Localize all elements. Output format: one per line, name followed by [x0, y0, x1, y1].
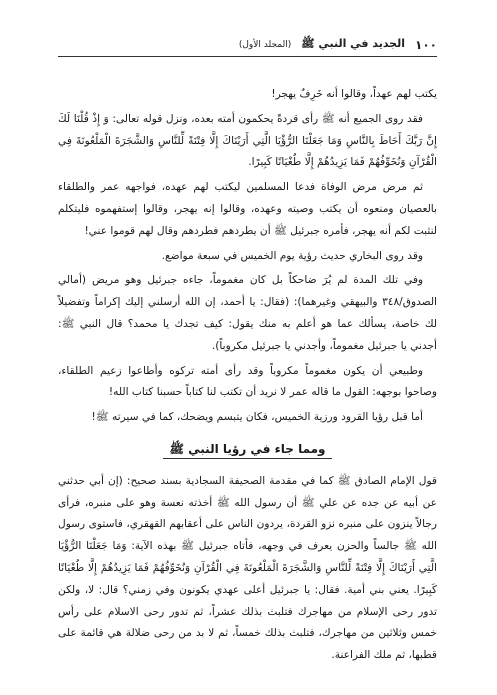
paragraph-6: وطبيعي أن يكون مغموماً مكروباً وقد رأى أمته تركوه وأطاعوا زعيم الطلقاء، وصاحوا بوجهه: القول ما قاله عمر لا نريد أن تكتب لنا كتاباً حسبنا كتاب الله!: [58, 364, 437, 399]
header-rule: [58, 56, 437, 57]
volume-label: (المجلد الأول): [238, 40, 292, 50]
section-paragraph: قول الإمام الصادق ﷺ كما في مقدمة الصحيفة السجادية بسند صحيح: (إن أبي حدثني عن أبيه عن جده عن علي ﷺ أن رسول الله ﷺ أخذته نعسة وهو على منبره، فرأى رجالاً ينزون على منبره نزو القردة، يردون الناس على أعقابهم القهقري، فاستوى رسول الله ﷺ جالساً والحزن يعرف في وجهه، فأتاه جبرئيل ﷺ بهذه الآية: وَمَا جَعَلْنَا الرُّؤْيَا الَّتِي أَرَيْنَاكَ إِلَّا فِتْنَةً لِّلنَّاسِ وَالشَّجَرَةَ الْمَلْعُونَةَ فِي الْقُرْآنِ وَنُخَوِّفُهُمْ فَمَا يَزِيدُهُمْ إِلَّا طُغْيَانًا كَبِيرًا. يعني بني أمية. فقال: يا جبرئيل أعلى عهدي يكونون وفي زمني؟ قال: لا، ولكن تدور رحى الإسلام من مهاجرك فتلبث بذلك عشراً، ثم تدور رحى الاسلام على رأس خمس وثلاثين من مهاجرك، فتلبث بذلك خمساً، ثم لا بد من رحى ضلالة هي قائمة على قطبها، ثم ملك الفراعنة.: [58, 474, 437, 662]
paragraph-3: ثم مرض مرض الوفاة فدعا المسلمين ليكتب لهم عهده، فواجهه عمر والطلقاء بالعصيان ومنعوه أن يكتب وصيته وعهده، وقالوا إنه يهجر، وقالوا إستفهموه فليتكلم لنثبت لكم أنه يهجر، فأمره جبرئيل ﷺ أن يطردهم فطردهم وقال لهم قوموا عني!: [58, 181, 437, 237]
paragraph-2: فقد روى الجميع أنه ﷺ رأى قردةً يحكمون أمته بعده، ونزل قوله تعالى: وَ إِذْ قُلْنَا لَكَ إِنَّ رَبَّكَ أَحَاطَ بِالنَّاسِ وَمَا جَعَلْنَا الرُّؤْيَا الَّتِي أَرَيْنَاكَ إِلَّا فِتْنَةً لِّلنَّاسِ وَالشَّجَرَةَ الْمَلْعُونَةَ فِي الْقُرْآنِ وَنُخَوِّفُهُمْ فَمَا يَزِيدُهُمْ إِلَّا طُغْيَانًا كَبِيرًا.: [58, 112, 437, 169]
section-heading-text: ومما جاء في رؤيا النبي ﷺ: [163, 442, 331, 459]
book-title: الجديد في النبي ﷺ: [301, 37, 406, 50]
paragraph-4: وقد روى البخاري حديث رؤية يوم الخميس في سبعة مواضع.: [161, 249, 423, 262]
page-header: [60, 34, 437, 56]
paragraph-5: وفي تلك المدة لم يُرَ ضاحكاً بل كان مغموماً، جاءه جبرئيل وهو مريض (أمالي الصدوق/٣٤٨ والبيهقي وغيرهما): (فقال: يا أحمد، إن الله أرسلني إليك إكراماً وتفضيلاً لك خاصة، يسألك عما هو أعلم به منك يقول: كيف تجدك يا محمد؟ قال النبي ﷺ: أجدني يا جبرئيل مغموماً، وأجدني يا جبرئيل مكروباً).: [58, 274, 437, 352]
paragraph-1: يكتب لهم عهداً، وقالوا أنه خَرِفٌ يهجر!: [271, 88, 437, 100]
page-body: [58, 84, 437, 670]
section-heading: [58, 439, 437, 461]
paragraph-7: أما قبل رؤيا القرود ورزية الخميس، فكان يتبسم ويضحك، كما في سيرته ﷺ!: [91, 411, 423, 424]
page-number: ١٠٠: [415, 38, 437, 52]
